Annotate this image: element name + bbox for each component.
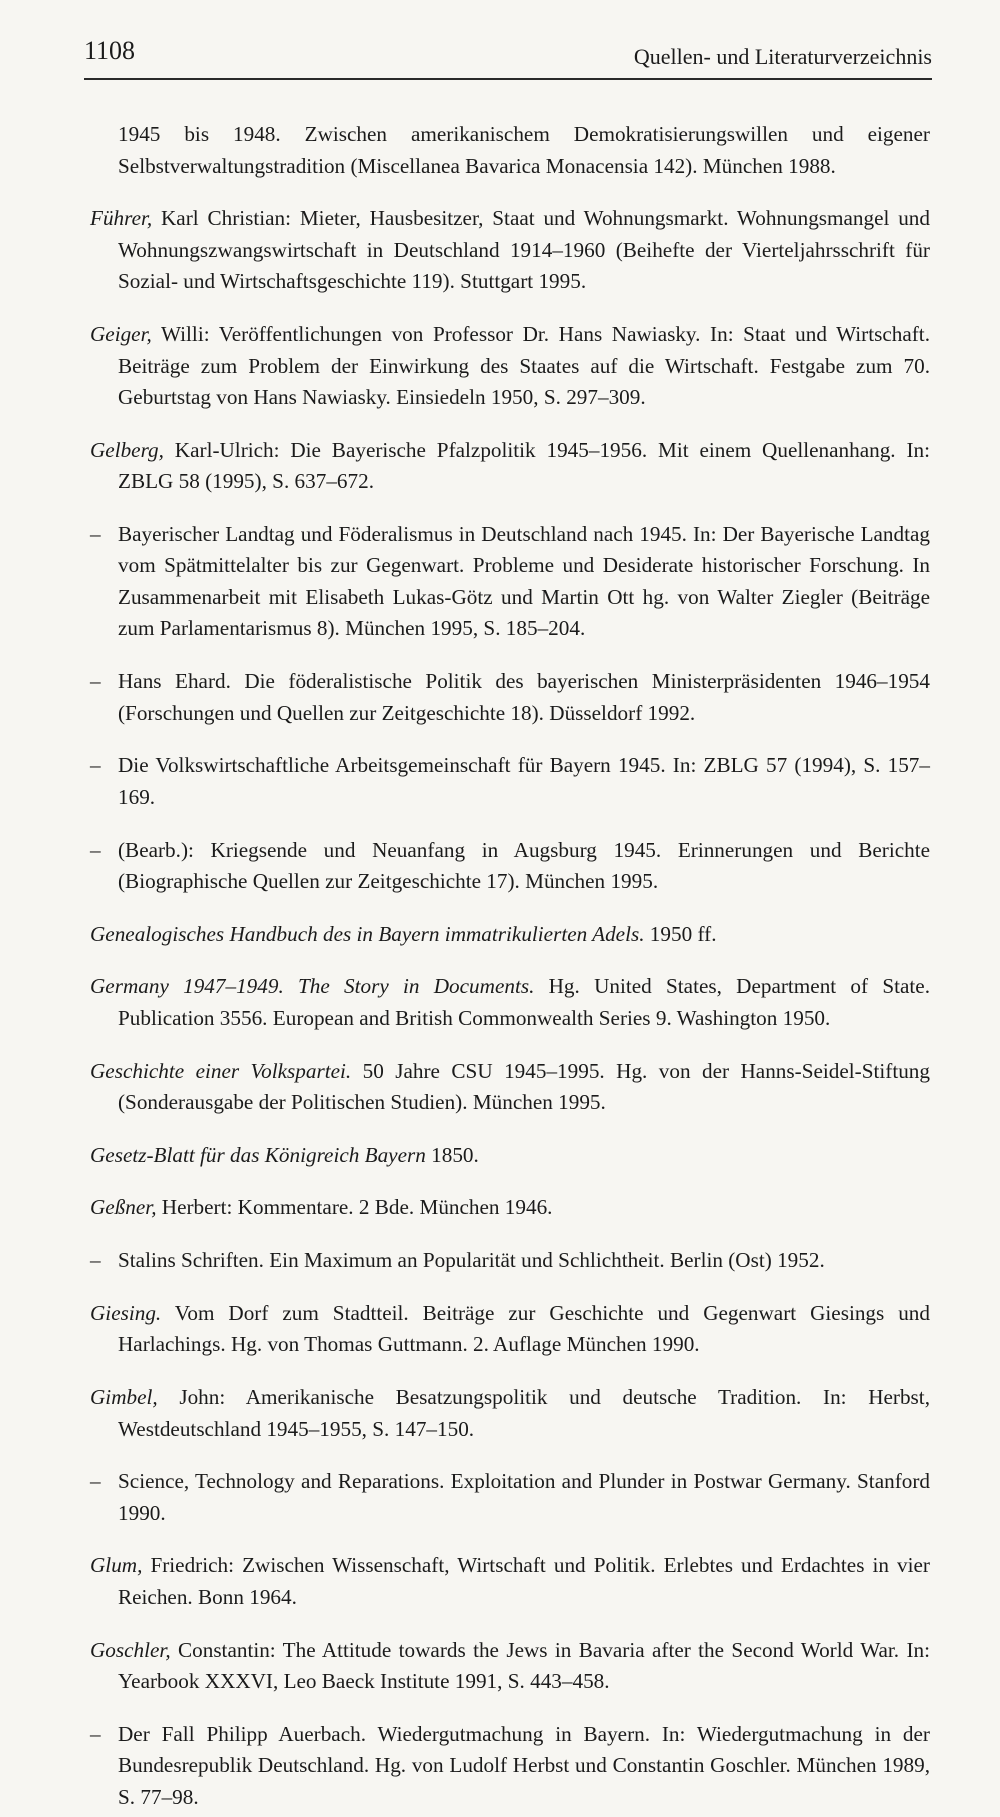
entry-dash: –: [90, 1469, 101, 1494]
entry-text: Hans Ehard. Die föderalistische Politik des bayerischen Ministerpräsidenten 1946–1954 (Forschungen und Quellen zur Zeitgeschichte 18). Düsseldorf 1992.: [118, 669, 930, 725]
entry-text: 1950 ff.: [644, 921, 717, 946]
bibliography-entry: [90, 203, 930, 298]
entry-text: 1850.: [425, 1142, 479, 1167]
entry-text: 50 Jahre CSU 1945–1995. Hg. von der Hanns-Seidel-Stiftung (Sonderausgabe der Politischen Studien). München 1995.: [118, 1058, 930, 1115]
entry-text: Vom Dorf zum Stadtteil. Beiträge zur Geschichte und Gegenwart Giesings und Harlachings. Hg. von Thomas Guttmann. 2. Auflage München 1990.: [118, 1300, 930, 1357]
running-head: Quellen- und Literaturverzeichnis: [633, 44, 932, 69]
entry-author: Gimbel,: [90, 1385, 158, 1409]
entry-author: Gelberg,: [90, 437, 164, 462]
entry-title: Giesing.: [90, 1300, 162, 1325]
entry-text: Der Fall Philipp Auerbach. Wiedergutmachung in Bayern. In: Wiedergutmachung in der Bundesrepublik Deutschland. Hg. von Ludolf Herbst und Constantin Goschler. München 1989, S. 77–98.: [118, 1721, 930, 1809]
entry-dash: –: [90, 1721, 101, 1746]
entry-text: Stalins Schriften. Ein Maximum an Popularität und Schlichtheit. Berlin (Ost) 1952.: [118, 1248, 825, 1273]
bibliography-entry: [90, 971, 930, 1034]
entry-dash: –: [90, 1248, 101, 1273]
bibliography-subentry: [90, 666, 930, 729]
entry-text: (Bearb.): Kriegsende und Neuanfang in Augsburg 1945. Erinnerungen und Berichte (Biographische Quellen zur Zeitgeschichte 17). München 1995.: [118, 837, 930, 893]
entry-text: Constantin: The Attitude towards the Jews in Bavaria after the Second World War. In: Yearbook XXXVI, Leo Baeck Institute 1991, S. 443–458.: [118, 1637, 930, 1694]
bibliography-entry: [90, 319, 930, 414]
entry-text: Hg. United States, Department of State. Publication 3556. European and British Commonwealth Series 9. Washington 1950.: [118, 974, 930, 1030]
entry-text: Science, Technology and Reparations. Exploitation and Plunder in Postwar Germany. Stanford 1990.: [118, 1469, 930, 1525]
entry-text: Willi: Veröffentlichungen von Professor Dr. Hans Nawiasky. In: Staat und Wirtschaft. Beiträge zum Problem der Einwirkung des Staates auf die Wirtschaft. Festgabe zum 70. Geburtstag von Hans Nawiasky. Einsiedeln 1950, S. 297–309.: [118, 322, 930, 410]
entry-text: Herbert: Kommentare. 2 Bde. München 1946.: [156, 1195, 553, 1220]
bibliography-entry: [90, 1298, 930, 1361]
entry-text: 1945 bis 1948. Zwischen amerikanischem Demokratisierungswillen und eigener Selbstverwaltungstradition (Miscellanea Bavarica Monacensia 142). München 1988.: [118, 122, 930, 178]
entry-text: Friedrich: Zwischen Wissenschaft, Wirtschaft und Politik. Erlebtes und Erdachtes in vier Reichen. Bonn 1964.: [118, 1553, 930, 1609]
entry-dash: –: [90, 753, 101, 778]
bibliography-entry: [90, 1140, 930, 1172]
bibliography-entry: [90, 119, 930, 182]
bibliography-subentry: [90, 1245, 930, 1277]
entry-text: Bayerischer Landtag und Föderalismus in Deutschland nach 1945. In: Der Bayerische Landtag vom Spätmittelalter bis zur Gegenwart. Probleme und Desiderate historischer Forschung. In Zusammenarbeit mit Elisabeth Lukas-Götz und Martin Ott hg. von Walter Ziegler (Beiträge zum Parlamentarismus 8). München 1995, S. 185–204.: [118, 521, 930, 641]
bibliography-entry: [90, 435, 930, 498]
entry-title: Genealogisches Handbuch des in Bayern immatrikulierten Adels.: [90, 921, 645, 946]
entry-title: Gesetz-Blatt für das Königreich Bayern: [90, 1142, 426, 1167]
bibliography-entry: [90, 1635, 930, 1698]
bibliography-subentry: [90, 750, 930, 813]
entry-text: Karl-Ulrich: Die Bayerische Pfalzpolitik 1945–1956. Mit einem Quellenanhang. In: ZBLG 58 (1995), S. 637–672.: [118, 437, 930, 494]
bibliography-subentry: [90, 519, 930, 645]
entry-author: Geßner,: [90, 1195, 157, 1220]
entry-dash: –: [90, 669, 101, 694]
entry-author: Goschler,: [90, 1637, 171, 1662]
page-number: 1108: [84, 36, 136, 65]
entry-title: Geschichte einer Volkspartei.: [90, 1058, 352, 1083]
bibliography-list: [90, 98, 930, 1817]
header-rule: [84, 78, 932, 80]
entry-text: Karl Christian: Mieter, Hausbesitzer, Staat und Wohnungsmarkt. Wohnungsmangel und Wohnungszwangswirtschaft in Deutschland 1914–1960 (Beihefte der Vierteljahrsschrift für Sozial- und Wirtschaftsgeschichte 119). Stuttgart 1995.: [118, 206, 930, 294]
entry-dash: –: [90, 521, 101, 546]
entry-dash: –: [90, 837, 101, 862]
bibliography-entry: [90, 1056, 930, 1119]
bibliography-entry: [90, 1382, 930, 1445]
entry-text: John: Amerikanische Besatzungspolitik und deutsche Tradition. In: Herbst, Westdeutschland 1945–1955, S. 147–150.: [118, 1385, 930, 1441]
bibliography-subentry: [90, 835, 930, 898]
bibliography-entry: [90, 1192, 930, 1224]
bibliography-entry: [90, 1550, 930, 1613]
entry-text: Die Volkswirtschaftliche Arbeitsgemeinschaft für Bayern 1945. In: ZBLG 57 (1994), S. 157–169.: [118, 753, 930, 809]
bibliography-subentry: [90, 1719, 930, 1814]
entry-author: Führer,: [90, 206, 153, 231]
entry-title: Germany 1947–1949. The Story in Documents.: [90, 974, 535, 999]
entry-author: Glum,: [90, 1553, 143, 1578]
bibliography-subentry: [90, 1466, 930, 1529]
bibliography-entry: [90, 919, 930, 951]
entry-author: Geiger,: [90, 322, 152, 347]
